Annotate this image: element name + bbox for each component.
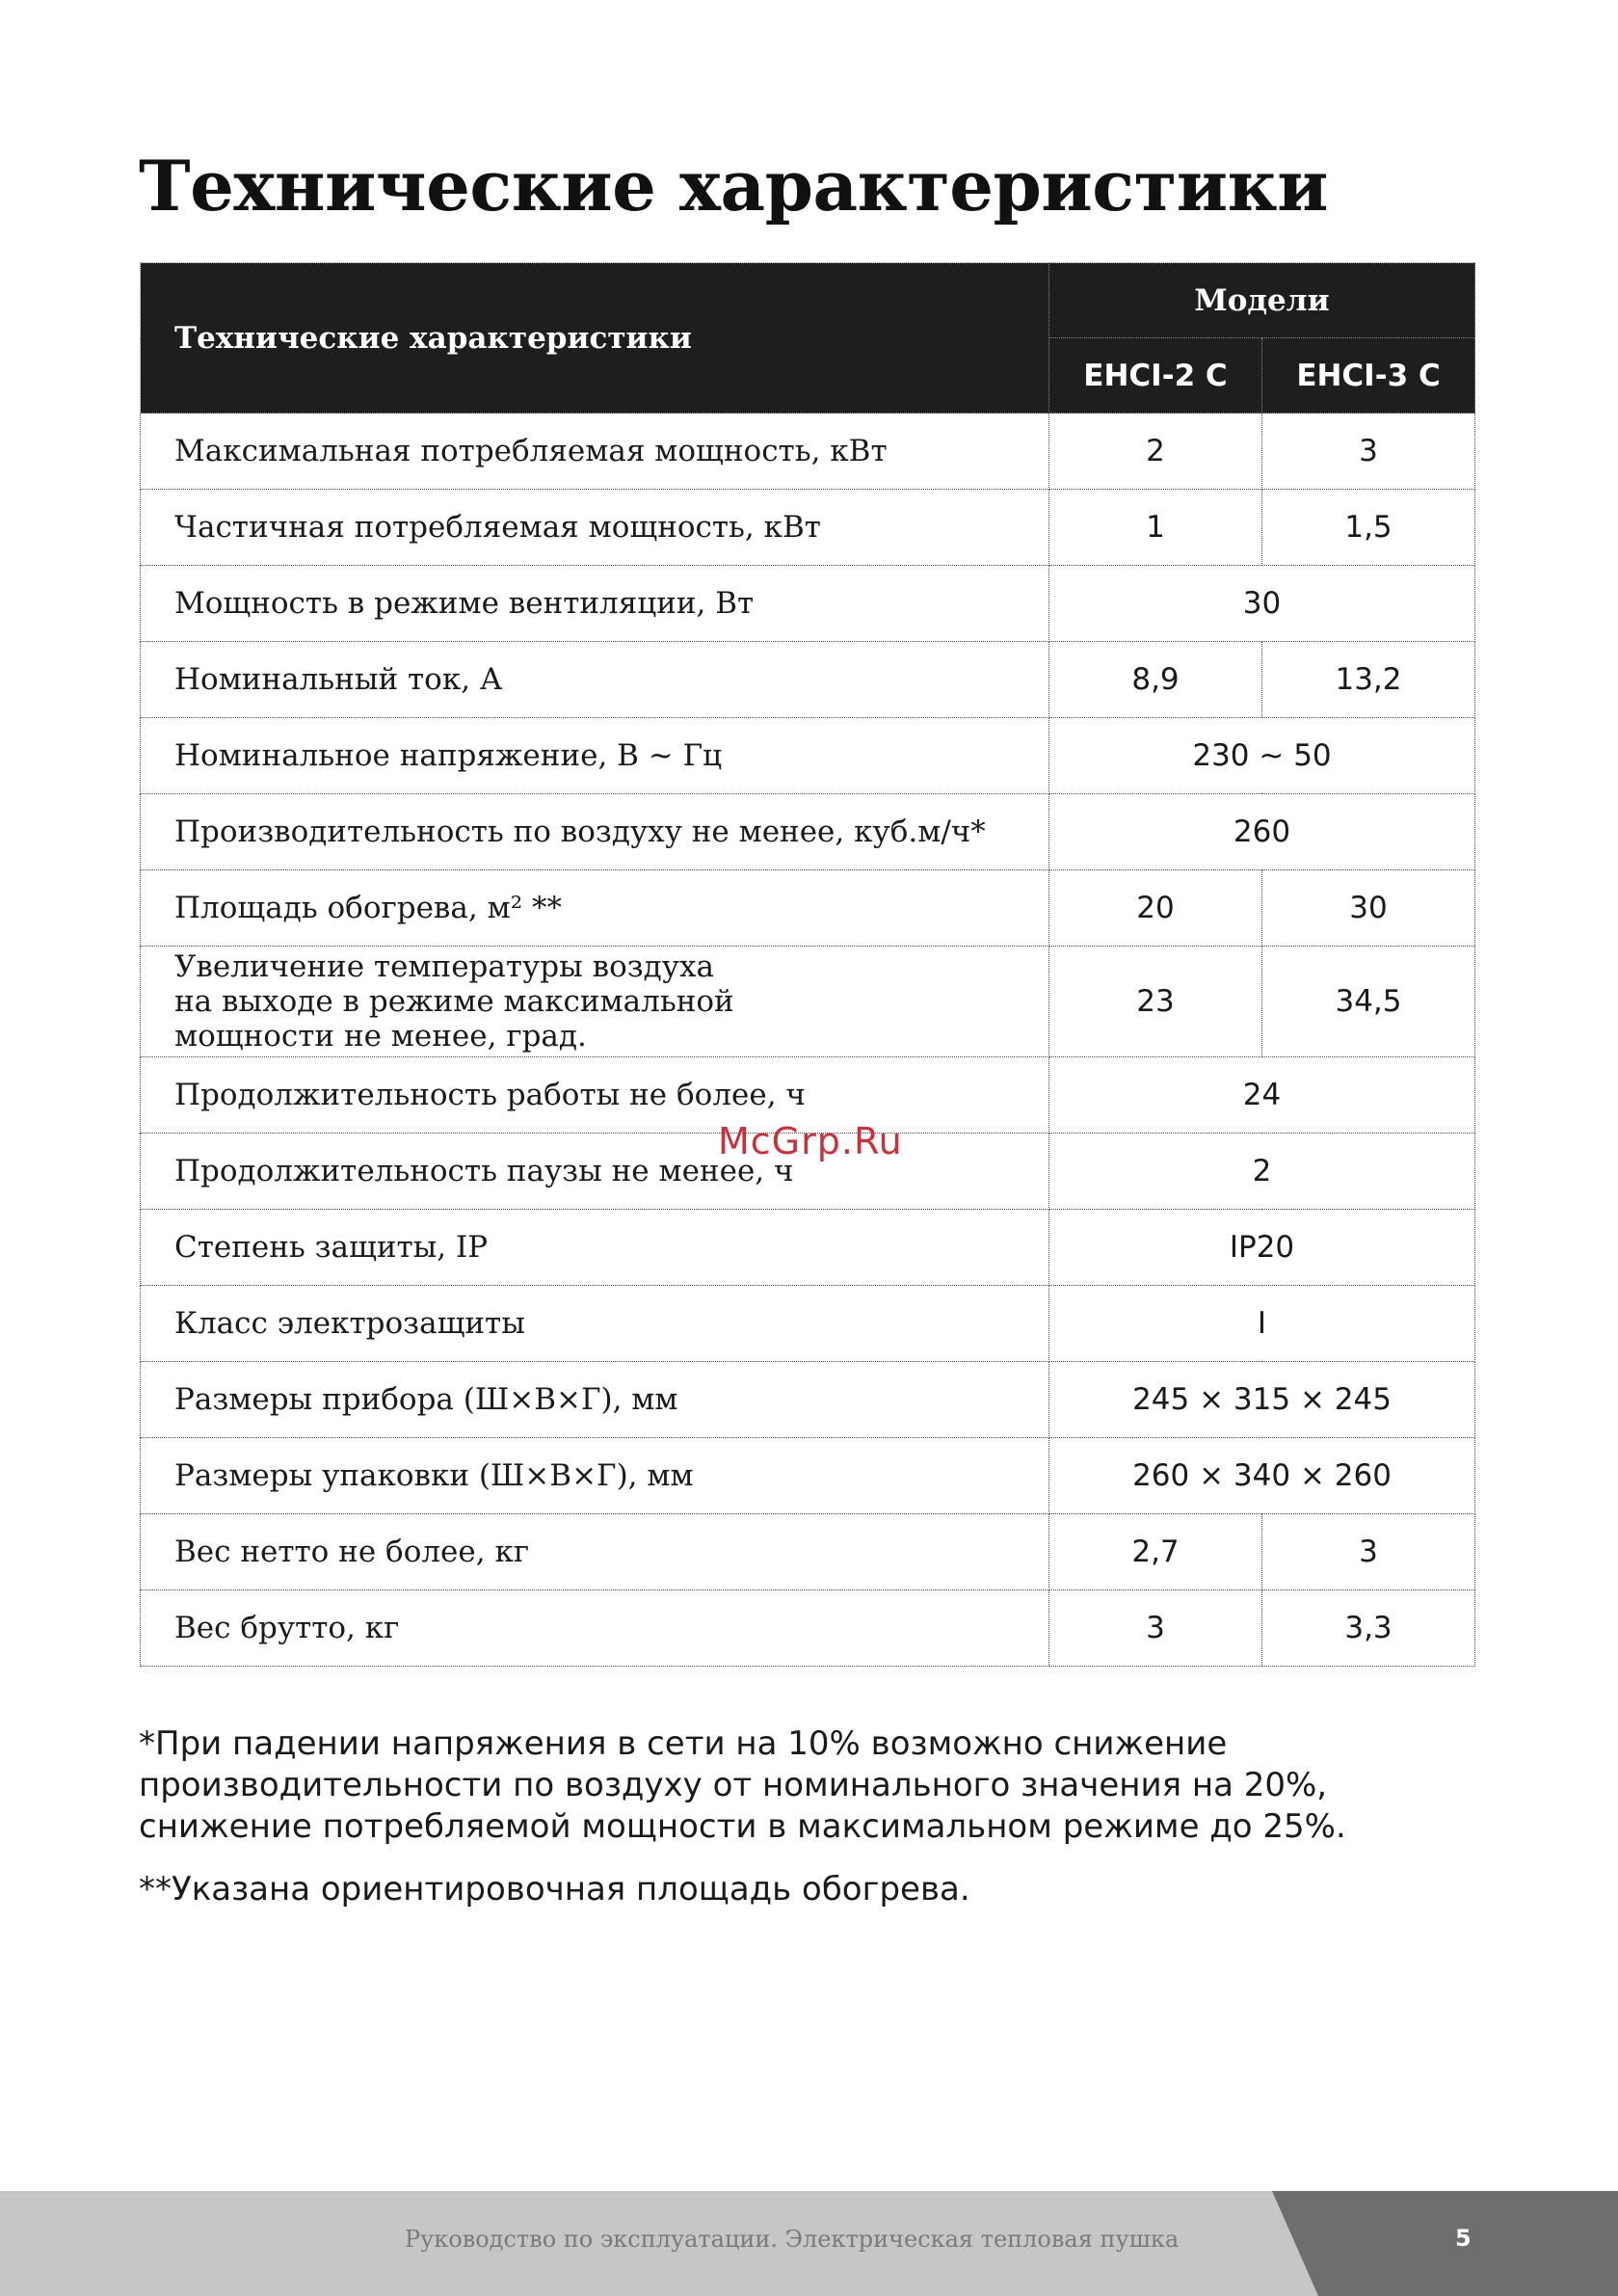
row-value-model-1: 20 <box>1049 870 1262 947</box>
table-row <box>141 1362 1475 1438</box>
table-row <box>141 1514 1475 1590</box>
row-label: Номинальное напряжение, В ~ Гц <box>141 718 1049 794</box>
row-value-shared: I <box>1049 1286 1475 1362</box>
page-number: 5 <box>1455 2225 1472 2252</box>
footer-page-tab <box>1272 2191 1618 2296</box>
row-value-model-1: 3 <box>1049 1590 1262 1667</box>
row-value-model-2: 1,5 <box>1262 490 1475 566</box>
table-row <box>141 947 1475 1057</box>
row-value-model-1: 2 <box>1049 414 1262 490</box>
table-row <box>141 490 1475 566</box>
row-label: Продолжительность работы не более, ч <box>141 1057 1049 1134</box>
row-value-model-2: 3 <box>1262 414 1475 490</box>
table-row <box>141 642 1475 718</box>
row-label: Класс электрозащиты <box>141 1286 1049 1362</box>
table-row <box>141 794 1475 870</box>
row-label: Размеры прибора (Ш×В×Г), мм <box>141 1362 1049 1438</box>
watermark: McGrp.Ru <box>718 1120 903 1162</box>
footer-text: Руководство по эксплуатации. Электрическая тепловая пушка <box>405 2226 1180 2253</box>
row-value-model-2: 13,2 <box>1262 642 1475 718</box>
row-value-model-2: 30 <box>1262 870 1475 947</box>
footnotes <box>139 1723 1478 1932</box>
row-label: Мощность в режиме вентиляции, Вт <box>141 566 1049 642</box>
footnote-1: *При падении напряжения в сети на 10% возможно снижение производительности по воздуху от номинального значения на 20%, снижение потребляемой мощности в максимальном режиме до 25%. <box>139 1724 1346 1846</box>
spec-table <box>140 262 1475 1667</box>
row-value-model-1: 23 <box>1049 947 1262 1057</box>
row-value-shared: 245 × 315 × 245 <box>1049 1362 1475 1438</box>
table-row <box>141 870 1475 947</box>
row-label: Частичная потребляемая мощность, кВт <box>141 490 1049 566</box>
row-label: Номинальный ток, А <box>141 642 1049 718</box>
row-value-shared: IP20 <box>1049 1210 1475 1286</box>
row-value-model-1: 1 <box>1049 490 1262 566</box>
table-row <box>141 718 1475 794</box>
table-row <box>141 414 1475 490</box>
table-body <box>141 414 1475 1667</box>
row-value-shared: 2 <box>1049 1134 1475 1210</box>
table-row <box>141 1590 1475 1667</box>
row-label: Продолжительность паузы не менее, ч <box>141 1134 1049 1210</box>
table-header-models: Модели <box>1049 263 1475 338</box>
row-value-model-2: 3,3 <box>1262 1590 1475 1667</box>
table-header-model-2: EHCI-3 C <box>1262 338 1475 414</box>
row-label: Вес брутто, кг <box>141 1590 1049 1667</box>
page-title: Технические характеристики <box>139 145 1329 227</box>
row-value-model-2: 3 <box>1262 1514 1475 1590</box>
row-label: Производительность по воздуху не менее, куб.м/ч* <box>141 794 1049 870</box>
row-value-shared: 260 <box>1049 794 1475 870</box>
footnote-2: **Указана ориентировочная площадь обогрева. <box>139 1870 970 1909</box>
row-label: Вес нетто не более, кг <box>141 1514 1049 1590</box>
row-value-model-1: 2,7 <box>1049 1514 1262 1590</box>
row-label: Увеличение температуры воздуха на выходе в режиме максимальной мощности не менее, град. <box>141 947 1049 1057</box>
row-value-shared: 230 ~ 50 <box>1049 718 1475 794</box>
table-header-row <box>141 263 1475 338</box>
row-label: Размеры упаковки (Ш×В×Г), мм <box>141 1438 1049 1514</box>
table-row <box>141 1210 1475 1286</box>
table-row <box>141 566 1475 642</box>
row-label: Максимальная потребляемая мощность, кВт <box>141 414 1049 490</box>
table-row <box>141 1438 1475 1514</box>
table-header-model-1: EHCI-2 C <box>1049 338 1262 414</box>
row-label: Степень защиты, IP <box>141 1210 1049 1286</box>
row-value-shared: 260 × 340 × 260 <box>1049 1438 1475 1514</box>
row-value-shared: 24 <box>1049 1057 1475 1134</box>
row-value-shared: 30 <box>1049 566 1475 642</box>
row-value-model-2: 34,5 <box>1262 947 1475 1057</box>
table-row <box>141 1286 1475 1362</box>
table-header-label: Технические характеристики <box>141 263 1049 414</box>
row-label: Площадь обогрева, м² ** <box>141 870 1049 947</box>
row-value-model-1: 8,9 <box>1049 642 1262 718</box>
